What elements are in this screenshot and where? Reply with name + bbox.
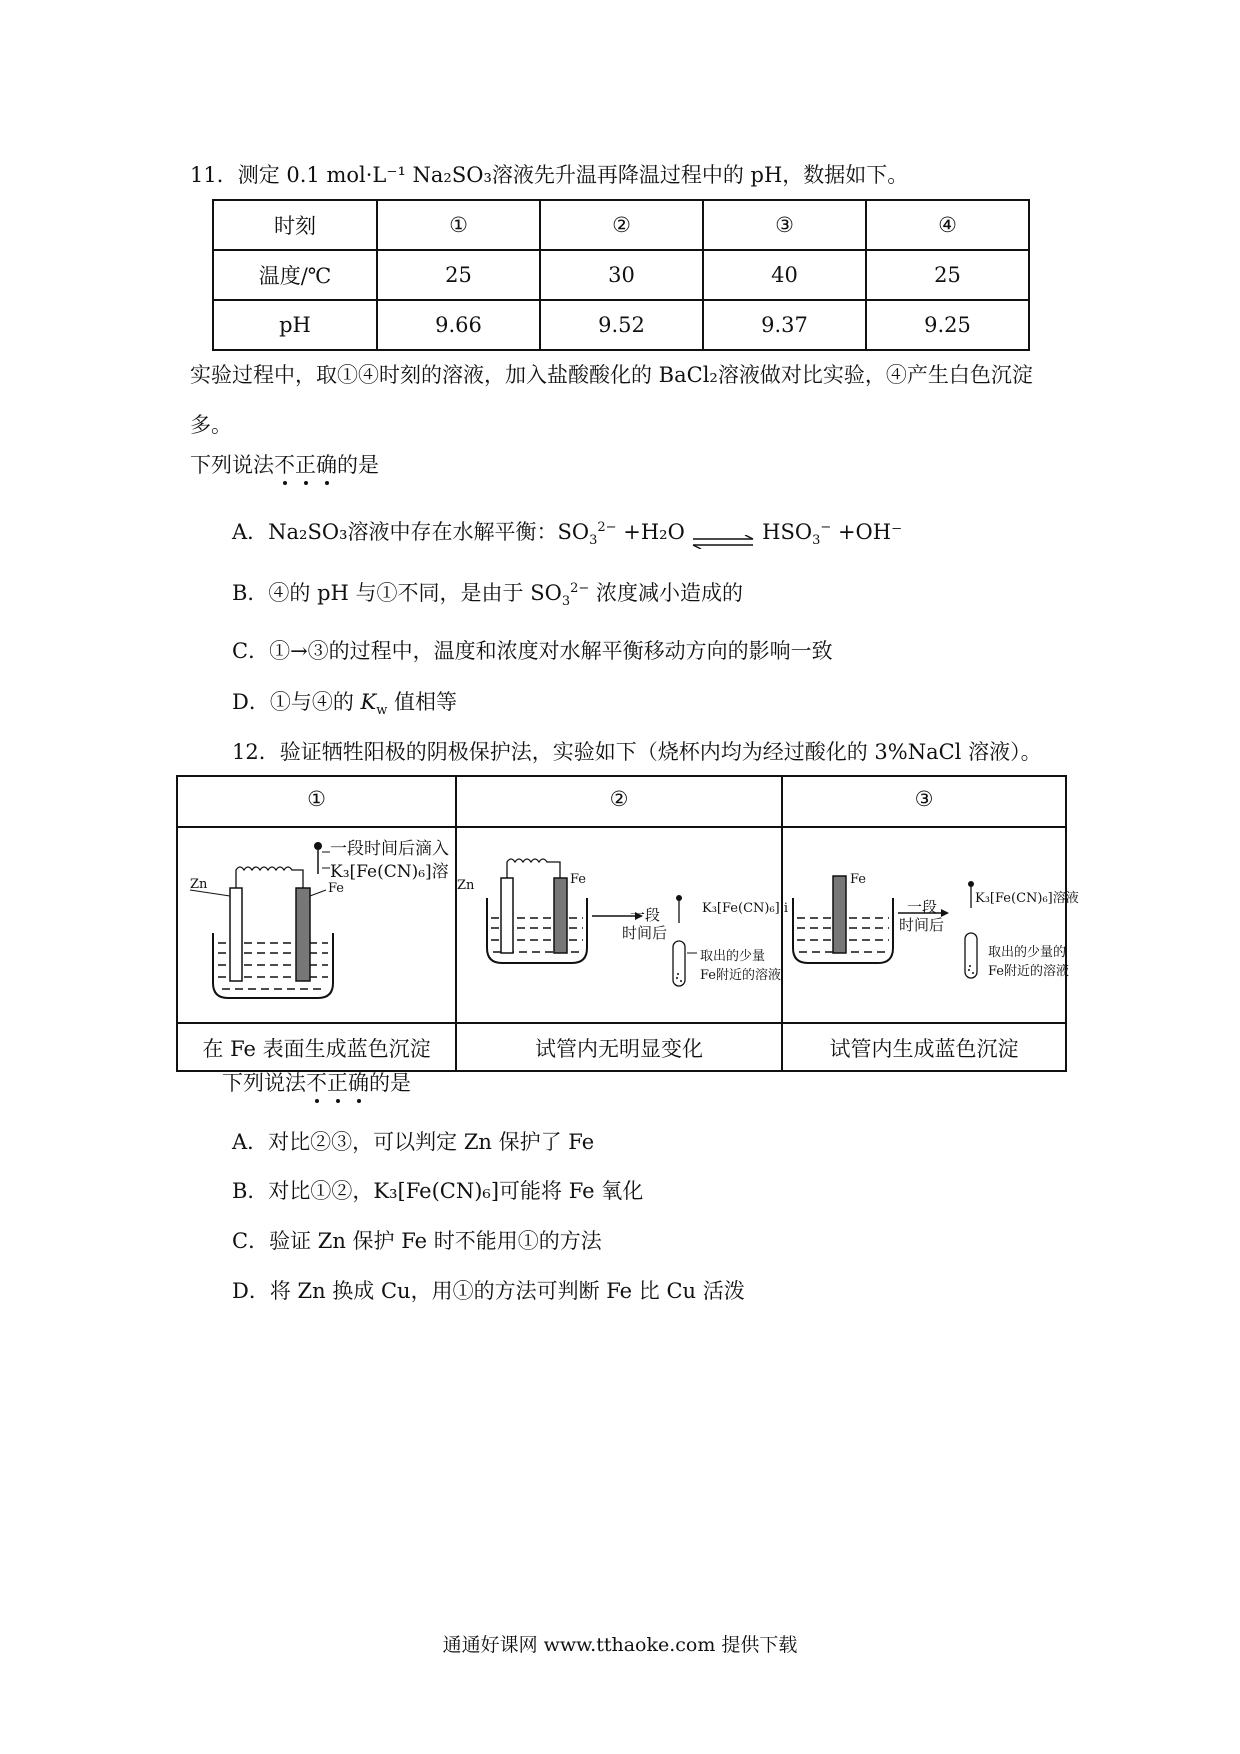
table-cell: ④ <box>866 200 1029 250</box>
fig3-arrow-label-1: 一段 <box>907 898 938 916</box>
emphasis-char: 确 <box>348 1071 369 1095</box>
option-a-text: A．Na₂SO₃溶液中存在水解平衡：SO <box>232 520 590 544</box>
fig2-arrow-label-2: 时间后 <box>622 924 668 942</box>
table-cell: 30 <box>540 250 703 300</box>
fig2-sample-label-1: 取出的少量 <box>700 949 766 964</box>
prompt-text: 的是 <box>337 453 379 477</box>
table-cell: 25 <box>377 250 540 300</box>
q11-option-b <box>232 578 743 608</box>
experiment-result-1: 在 Fe 表面生成蓝色沉淀 <box>202 1037 431 1061</box>
fig3-sample-label-1: 取出的少量的 <box>988 945 1067 960</box>
prompt-text: 的是 <box>369 1071 411 1095</box>
option-d-text: 值相等 <box>387 690 458 714</box>
table-row <box>213 250 1029 300</box>
table-row <box>213 300 1029 350</box>
superscript: − <box>820 520 832 535</box>
q12-option-d: D．将 Zn 换成 Cu，用①的方法可判断 Fe 比 Cu 活泼 <box>232 1279 745 1303</box>
emphasis-char: 不 <box>306 1071 327 1095</box>
option-a-text: HSO <box>762 520 813 544</box>
q11-option-c: C．①→③的过程中，温度和浓度对水解平衡移动方向的影响一致 <box>232 639 833 663</box>
table-cell: 9.66 <box>377 300 540 350</box>
fig1-fe-label: Fe <box>328 881 345 896</box>
emphasis-char: 不 <box>274 453 295 477</box>
table-cell: ③ <box>703 200 866 250</box>
option-d-text: D．①与④的 <box>232 690 361 714</box>
fig1-zn-label: Zn <box>190 877 208 892</box>
table-cell: 9.37 <box>703 300 866 350</box>
table-cell: ① <box>377 200 540 250</box>
table-cell: 25 <box>866 250 1029 300</box>
q12-prompt <box>222 1068 411 1098</box>
fig2-arrow-label-1: 一段 <box>630 906 661 924</box>
option-b-text: B．④的 pH 与①不同，是由于 SO <box>232 581 562 605</box>
table-cell: ② <box>540 200 703 250</box>
option-a-text: +OH⁻ <box>831 520 903 544</box>
emphasis-char: 正 <box>295 453 316 477</box>
q11-description-line1: 实验过程中，取①④时刻的溶液，加入盐酸酸化的 BaCl₂溶液做对比实验，④产生白色沉淀 <box>190 363 1033 387</box>
table-cell: 9.25 <box>866 300 1029 350</box>
fig3-reagent-label: K₃[Fe(CN)₆]溶液 <box>975 891 1079 906</box>
fig1-note-line1: 一段时间后滴入 <box>330 839 449 859</box>
fig3-arrow-label-2: 时间后 <box>899 916 945 934</box>
q11-stem: 11．测定 0.1 mol·L⁻¹ Na₂SO₃溶液先升温再降温过程中的 pH，数据如下。 <box>190 163 909 187</box>
subscript: w <box>376 703 388 719</box>
q11-prompt <box>190 450 379 480</box>
q12-option-b: B．对比①②，K₃[Fe(CN)₆]可能将 Fe 氧化 <box>232 1179 644 1203</box>
q12-experiment-table <box>176 775 1079 1072</box>
option-a-text: +H₂O <box>616 520 685 544</box>
table-cell: 9.52 <box>540 300 703 350</box>
q11-description-line2: 多。 <box>190 413 232 437</box>
fig1-note-line2: K₃[Fe(CN)₆]溶 <box>330 862 449 882</box>
table-cell: 40 <box>703 250 866 300</box>
superscript: 2− <box>597 520 617 535</box>
option-d-k: K <box>360 690 377 714</box>
emphasis-char: 确 <box>316 453 337 477</box>
q12-option-a: A．对比②③，可以判定 Zn 保护了 Fe <box>232 1130 595 1154</box>
experiment-header-3: ③ <box>914 787 934 811</box>
subscript: 3 <box>812 533 821 549</box>
option-b-text: 浓度减小造成的 <box>589 581 743 605</box>
table-row <box>213 200 1029 250</box>
beaker-figure-2 <box>457 828 781 1022</box>
q12-option-c: C．验证 Zn 保护 Fe 时不能用①的方法 <box>232 1229 602 1253</box>
table-cell: pH <box>213 300 377 350</box>
equilibrium-arrow-icon <box>691 527 755 541</box>
fig2-fe-label: Fe <box>570 872 587 887</box>
experiment-header-2: ② <box>609 787 629 811</box>
q11-option-a <box>232 517 902 547</box>
fig2-zn-label: Zn <box>457 878 475 893</box>
prompt-text: 下列说法 <box>190 453 274 477</box>
q12-stem: 12．验证牺牲阳极的阴极保护法，实验如下（烧杯内均为经过酸化的 3%NaCl 溶液）。 <box>232 740 1042 764</box>
subscript: 3 <box>589 533 598 549</box>
experiment-result-3: 试管内生成蓝色沉淀 <box>829 1037 1019 1061</box>
q11-table <box>212 199 1030 351</box>
row-divider <box>178 1022 1065 1024</box>
experiment-result-2: 试管内无明显变化 <box>535 1037 703 1061</box>
fig3-fe-label: Fe <box>850 872 867 887</box>
fig3-sample-label-2: Fe附近的溶液 <box>988 964 1070 979</box>
footer-text: 通通好课网 www.tthaoke.com 提供下载 <box>442 1634 798 1656</box>
fig2-sample-label-2: Fe附近的溶液 <box>700 968 782 983</box>
experiment-header-1: ① <box>307 787 326 811</box>
emphasis-char: 正 <box>327 1071 348 1095</box>
superscript: 2− <box>570 581 590 596</box>
table-cell: 时刻 <box>213 200 377 250</box>
table-cell: 温度/℃ <box>213 250 377 300</box>
fig2-reagent-label: K₃[Fe(CN)₆] i <box>702 901 789 916</box>
subscript: 3 <box>561 594 571 610</box>
q11-option-d <box>232 687 457 717</box>
prompt-text: 下列说法 <box>222 1071 306 1095</box>
